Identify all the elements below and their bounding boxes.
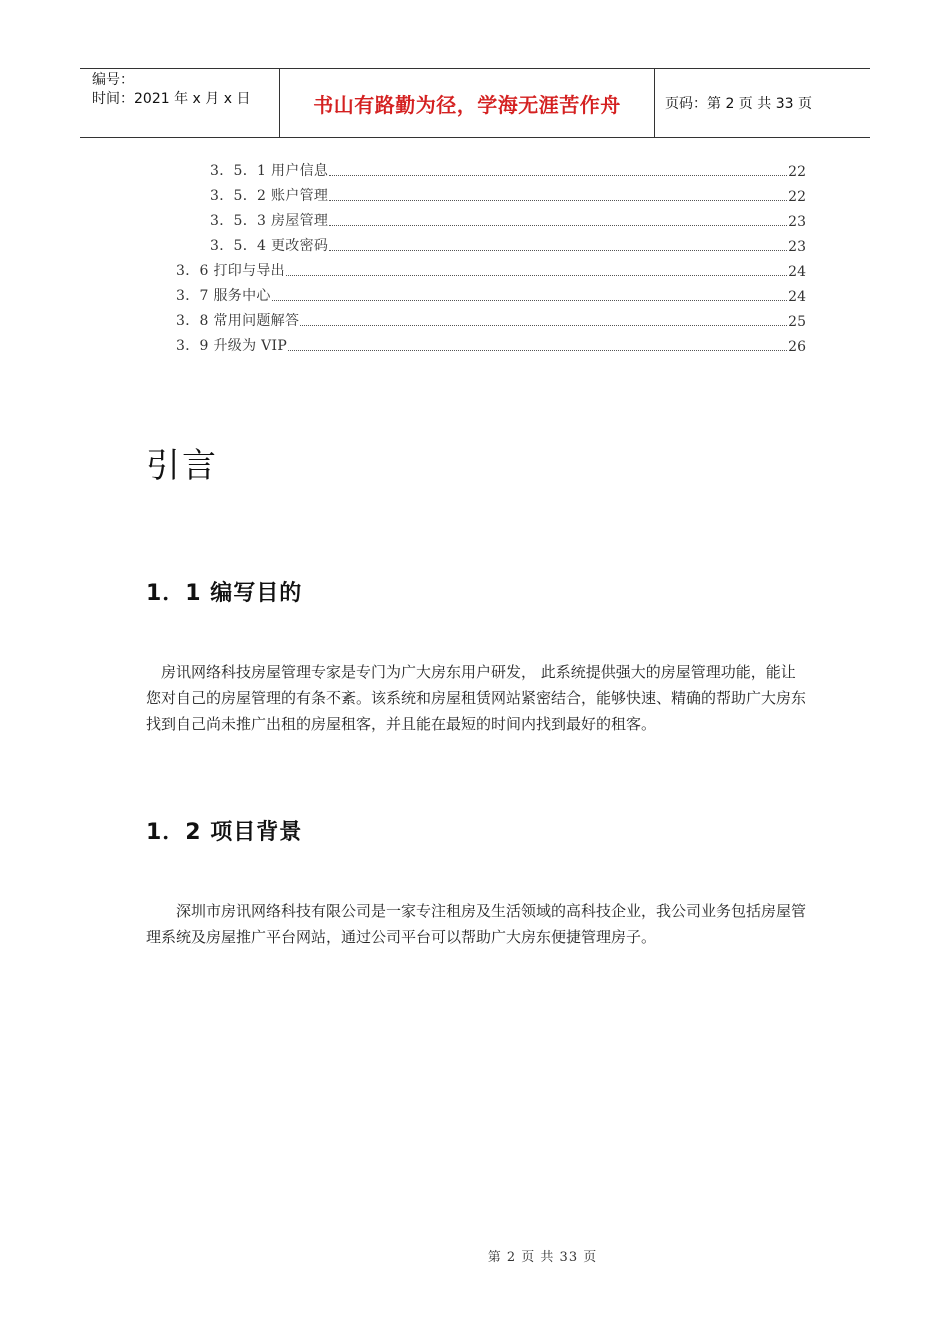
toc-entry[interactable] (176, 333, 806, 355)
toc-entry-page: 24 (788, 289, 806, 305)
toc-entry-label: 3．5．4 更改密码 (210, 238, 329, 254)
toc-leader-dots (329, 199, 787, 201)
header-motto: 书山有路勤为径，学海无涯苦作舟 (280, 69, 655, 137)
toc-entry-label: 3．7 服务中心 (176, 288, 271, 304)
toc-leader-dots (329, 174, 787, 176)
toc-entry-page: 23 (788, 214, 806, 230)
toc-leader-dots (300, 324, 787, 326)
header-number: 编号： (92, 72, 134, 88)
section-1-2-body: 深圳市房讯网络科技有限公司是一家专注租房及生活领域的高科技企业，我公司业务包括房屋管理系统及房屋推广平台网站，通过公司平台可以帮助广大房东便捷管理房子。 (146, 902, 807, 946)
toc-entry-label: 3．9 升级为 VIP (176, 338, 288, 354)
toc-leader-dots (288, 349, 787, 351)
toc-entry[interactable] (176, 258, 806, 280)
toc-entry-label: 3．5．2 账户管理 (210, 188, 329, 204)
toc-leader-dots (329, 224, 787, 226)
toc-leader-dots (286, 274, 787, 276)
toc-entry-page: 23 (788, 239, 806, 255)
section-1-1-heading: 1．1 编写目的 (146, 581, 303, 606)
section-1-2-heading: 1．2 项目背景 (146, 820, 303, 845)
toc-entry[interactable] (210, 233, 806, 255)
toc-entry[interactable] (210, 208, 806, 230)
page-footer (0, 1246, 950, 1265)
toc-entry-label: 3．6 打印与导出 (176, 263, 285, 279)
header-page-info: 页码：第 2 页 共 33 页 (665, 96, 812, 112)
page-header (80, 68, 870, 138)
toc-entry-page: 22 (788, 164, 806, 180)
header-time: 时间：2021 年 x 月 x 日 (92, 91, 251, 107)
toc-leader-dots (272, 299, 788, 301)
section-1-1-body: 房讯网络科技房屋管理专家是专门为广大房东用户研发， 此系统提供强大的房屋管理功能，能让您对自己的房屋管理的有条不紊。该系统和房屋租赁网站紧密结合，能够快速、精确的帮助广大房东找到自己尚未推广出租的房屋租客，并且能在最短的时间内找到最好的租客。 (146, 663, 807, 733)
intro-heading: 引言 (146, 446, 218, 486)
header-meta (80, 69, 280, 137)
toc-entry-page: 22 (788, 189, 806, 205)
toc-entry-label: 3．5．1 用户信息 (210, 163, 329, 179)
toc-entry[interactable] (210, 183, 806, 205)
toc-entry[interactable] (176, 308, 806, 330)
toc-entry-label: 3．8 常用问题解答 (176, 313, 300, 329)
toc-entry-page: 26 (788, 339, 806, 355)
toc-entry-page: 25 (788, 314, 806, 330)
toc-entry[interactable] (210, 158, 806, 180)
toc-entry[interactable] (176, 283, 806, 305)
toc-entry-page: 24 (788, 264, 806, 280)
toc-leader-dots (329, 249, 787, 251)
footer-page-number: 第 2 页 共 33 页 (487, 1250, 598, 1265)
toc-entry-label: 3．5．3 房屋管理 (210, 213, 329, 229)
